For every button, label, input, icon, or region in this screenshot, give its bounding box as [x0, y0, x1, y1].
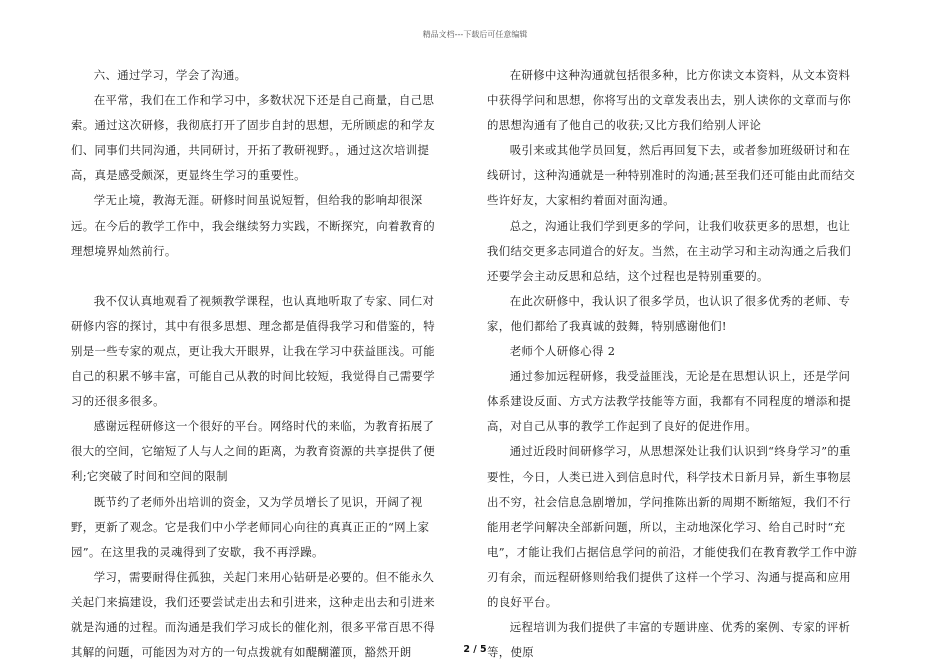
paragraph: 在平常，我们在工作和学习中，多数状况下还是自己商量，自己思索。通过这次研修，我彻底打开了固步自封的思想，无所顾虑的和学友们、同事们共同沟通，共同研讨，开拓了教研视野。，通过这次培训提高，真是感受颇深，更显终生学习的重要性。 — [71, 93, 435, 183]
paragraph: 总之，沟通让我们学到更多的学问，让我们收获更多的思想，也让我们结交更多志同道合的好友。当然，在主动学习和主动沟通之后我们还要学会主动反思和总结，这个过程也是特别重要的。 — [487, 218, 851, 283]
page-number: 2 / 5 — [463, 644, 487, 655]
left-column — [71, 63, 443, 665]
paragraph: 感谢远程研修这一个很好的平台。网络时代的来临，为教育拓展了很大的空间，它缩短了人与人之间的距离，为教育资源的共享提供了便利;它突破了时间和空间的限制 — [71, 419, 435, 484]
page-header: 精品文档---下载后可任意编辑 — [422, 30, 528, 39]
paragraph: 通过参加远程研修，我受益匪浅，无论是在思想认识上，还是学问体系建设反面、方式方法教学技能等方面，我都有不同程度的增添和提高，对自己从事的教学工作起到了良好的促进作用。 — [487, 369, 851, 434]
paragraph: 学习，需要耐得住孤独，关起门来用心钻研是必要的。但不能永久关起门来搞建设，我们还要尝试走出去和引进来，这种走出去和引进来就是沟通的过程。而沟通是我们学习成长的催化剂，很多平常百思不得其解的问题，可能因为对方的一句点拨就有如醍醐灌顶，豁然开朗 — [71, 569, 435, 660]
paragraph: 吸引来或其他学员回复，然后再回复下去，或者参加班级研讨和在线研讨，这种沟通就是一种特别准时的沟通;甚至我们还可能由此而结交些许好友，大家相约着面对面沟通。 — [487, 143, 856, 208]
paragraph: 远程培训为我们提供了丰富的专题讲座、优秀的案例、专家的评析等，使原 — [487, 620, 851, 660]
paragraph: 通过近段时间研修学习，从思想深处让我们认识到“终身学习”的重要性，今日，人类已进入到信息时代，科学技术日新月异，新生事物层出不穷，社会信息急剧增加，学问推陈出新的周期不断缩短，我们不行能用老学问解决全部新问题，所以，主动地深化学习、给自己时时“充电”，才能让我们占据信息学问的前沿，才能使我们在教育教学工作中游刃有余，而远程研修则给我们提供了这样一个学习、沟通与提高和应用的良好平台。 — [487, 444, 858, 609]
paragraph: 既节约了老师外出培训的资金，又为学员增长了见识，开阔了视野，更新了观念。它是我们中小学老师同心向往的真真正正的“网上家园”。在这里我的灵魂得到了安歇，我不再浮躁。 — [71, 494, 430, 559]
paragraph: 我不仅认真地观看了视频教学课程，也认真地听取了专家、同仁对研修内容的探讨，其中有很多思想、理念都是值得我学习和借鉴的，特别是一些专家的观点，更让我大开眼界，让我在学习中获益匪浅。可能自己的积累不够丰富，可能自己从教的时间比较短，我觉得自己需要学习的还很多很多。 — [71, 293, 435, 409]
paragraph: 学无止境，教海无涯。研修时间虽说短暂，但给我的影响却很深远。在今后的教学工作中，我会继续努力实践，不断探究，向着教育的理想境界灿然前行。 — [71, 193, 435, 258]
paragraph: 在研修中这种沟通就包括很多种，比方你读文本资料，从文本资料中获得学问和思想，你将写出的文章发表出去，别人读你的文章而与你的思想沟通有了他自己的收获;又比方我们给别人评论 — [487, 68, 851, 133]
paragraph: 六、通过学习，学会了沟通。 — [93, 68, 247, 82]
paragraph: 在此次研修中，我认识了很多学员，也认识了很多优秀的老师、专家，他们都给了我真诚的鼓舞，特别感谢他们! — [487, 293, 851, 333]
paragraph: 老师个人研修心得 2 — [509, 344, 616, 359]
right-column — [487, 63, 859, 665]
